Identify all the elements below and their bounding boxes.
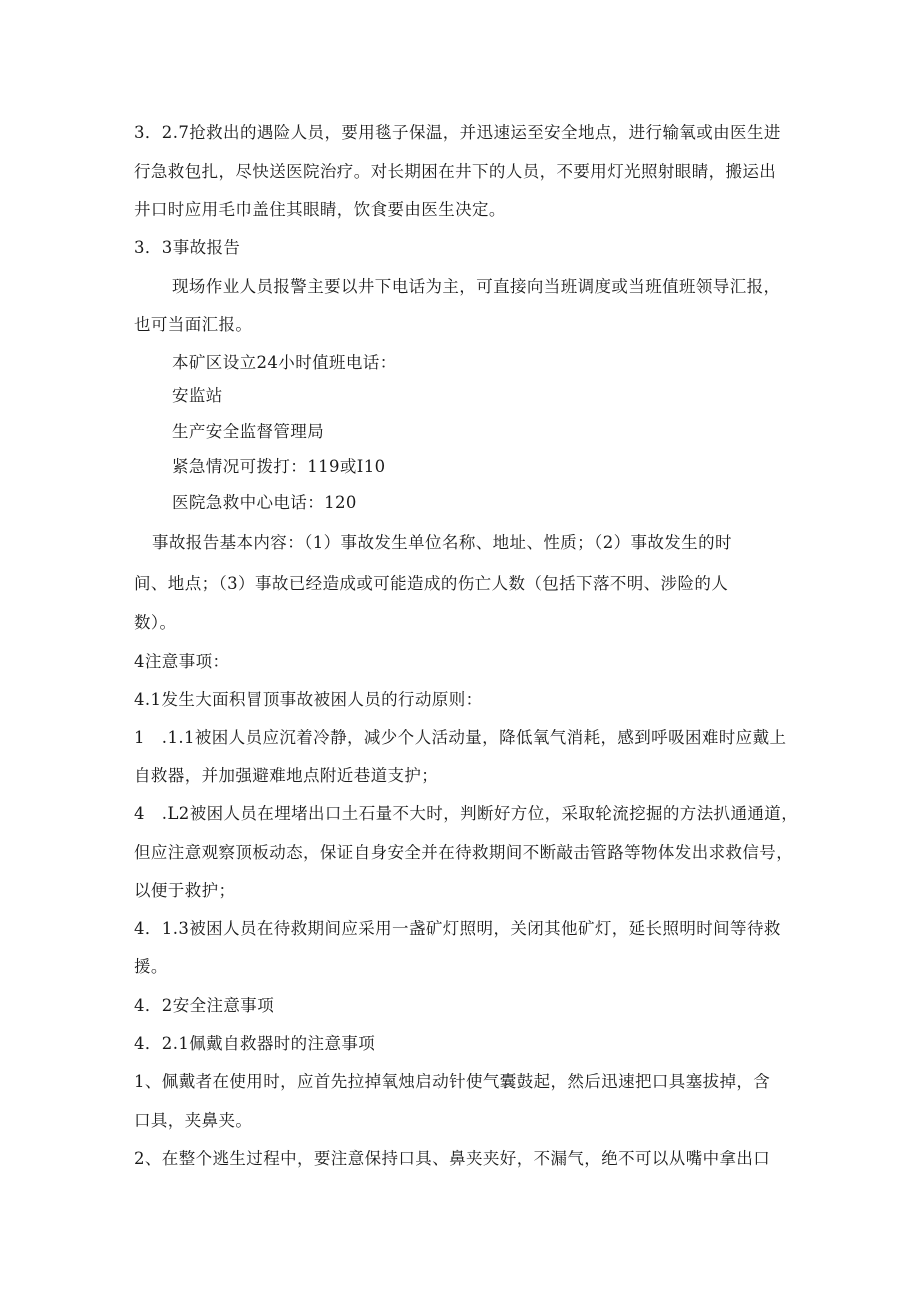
section-heading: 4．2安全注意事项	[134, 996, 275, 1015]
text-line: 医院急救中心电话：120	[172, 493, 357, 512]
text-line: 生产安全监督管理局	[172, 422, 325, 441]
text-line: 3．2.7抢救出的遇险人员，要用毯子保温，并迅速运至安全地点，进行输氧或由医生进	[134, 123, 781, 142]
text-line: 数）。	[134, 613, 177, 632]
text-line: 安监站	[172, 386, 223, 405]
text-line: 也可当面汇报。	[134, 315, 253, 334]
text-line: 以便于救护；	[134, 881, 236, 900]
text-line: 本矿区设立24小时值班电话：	[172, 353, 397, 372]
text-line: 但应注意观察顶板动态，保证自身安全并在待救期间不断敲击管路等物体发出求救信号，	[134, 843, 794, 862]
text-line: 井口时应用毛巾盖住其眼睛，饮食要由医生决定。	[134, 200, 506, 219]
text-line: 自救器，并加强避难地点附近巷道支护；	[134, 766, 439, 785]
section-heading: 3．3事故报告	[134, 238, 241, 257]
text-line: 援。	[134, 957, 168, 976]
text-line: 口具，夹鼻夹。	[134, 1111, 253, 1130]
text-line: 行急救包扎，尽快送医院治疗。对长期困在井下的人员，不要用灯光照射眼睛，搬运出	[134, 162, 777, 181]
section-heading: 4注意事项：	[134, 652, 230, 671]
text-line: 1 .1.1被困人员应沉着冷静，减少个人活动量，降低氧气消耗，感到呼吸困难时应戴上	[134, 728, 787, 747]
text-line: 2、在整个逃生过程中，要注意保持口具、鼻夹夹好，不漏气，绝不可以从嘴中拿出口	[134, 1149, 771, 1168]
text-line: 事故报告基本内容：（1）事故发生单位名称、地址、性质；（2）事故发生的时	[152, 533, 732, 552]
text-line: 紧急情况可拨打：119或I10	[172, 457, 386, 476]
text-line: 间、地点；（3）事故已经造成或可能造成的伤亡人数（包括下落不明、涉险的人	[134, 574, 729, 593]
text-line: 4．1.3被困人员在待救期间应采用一盏矿灯照明，关闭其他矿灯，延长照明时间等待救	[134, 919, 781, 938]
section-heading: 4.1发生大面积冒顶事故被困人员的行动原则：	[134, 690, 483, 709]
text-line: 现场作业人员报警主要以井下电话为主，可直接向当班调度或当班值班领导汇报，	[172, 277, 781, 296]
text-line: 4 .L2被困人员在埋堵出口土石量不大时，判断好方位，采取轮流挖掘的方法扒通通道，	[134, 804, 799, 823]
section-heading: 4．2.1佩戴自救器时的注意事项	[134, 1034, 376, 1053]
text-line: 1、佩戴者在使用时，应首先拉掉氧烛启动针使气囊鼓起，然后迅速把口具塞拔掉，含	[134, 1072, 771, 1091]
